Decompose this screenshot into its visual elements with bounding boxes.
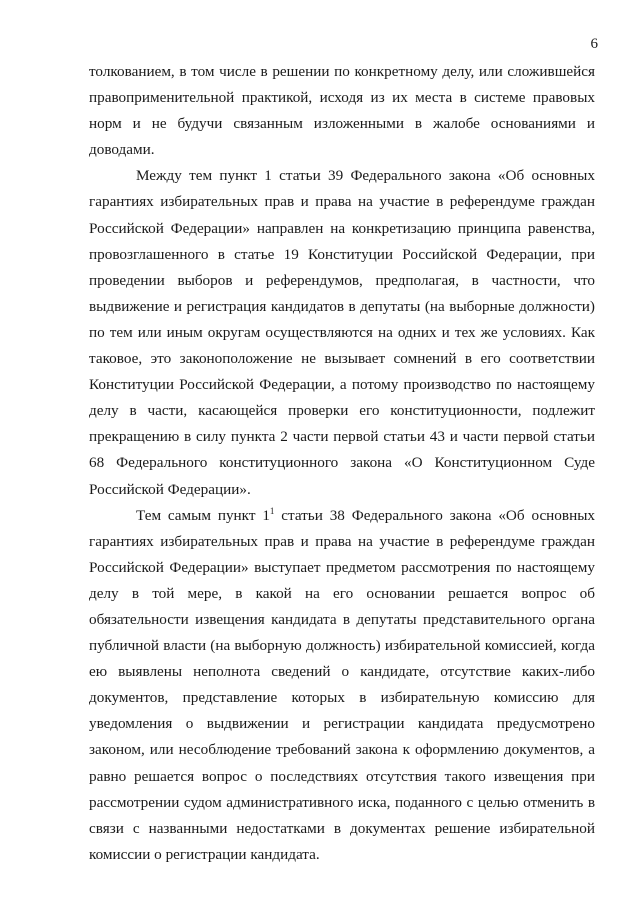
paragraph-article-38 bbox=[89, 503, 595, 868]
superscript-index: 1 bbox=[269, 505, 275, 516]
document-body bbox=[89, 59, 595, 868]
paragraph-article-38-body: статьи 38 Федерального закона «Об основных гарантиях избирательных прав и права на участие в референдуме граждан Российской Федерации» выступает предметом рассмотрения по настоящему делу в той мере, в какой на его основании решается вопрос об обязательности извещения кандидата в депутаты представительного органа публичной власти (на выборную должность) избирательной комиссией, когда ею выявлены неполнота сведений о кандидате, отсутствие каких-либо документов, представление которых в избирательную комиссию для уведомления о выдвижении и регистрации кандидата предусмотрено законом, или несоблюдение требований закона к оформлению документов, а равно решается вопрос о последствиях отсутствия такого извещения при рассмотрении судом административного иска, поданного с целью отменить в связи с названными недостатками в документах решение избирательной комиссии о регистрации кандидата. bbox=[89, 506, 595, 863]
paragraph-article-39: Между тем пункт 1 статьи 39 Федерального закона «Об основных гарантиях избирательных прав и права на участие в референдуме граждан Российской Федерации» направлен на конкретизацию принципа равенства, провозглашенного в статье 19 Конституции Российской Федерации, при проведении выборов и референдумов, предполагая, в частности, что выдвижение и регистрация кандидатов в депутаты (на выборные должности) по тем или иным округам осуществляются на одних и тех же условиях. Как таковое, это законоположение не вызывает сомнений в его соответствии Конституции Российской Федерации, а потому производство по настоящему делу в части, касающейся проверки его конституционности, подлежит прекращению в силу пункта 2 части первой статьи 43 и части первой статьи 68 Федерального конституционного закона «О Конституционном Суде Российской Федерации». bbox=[89, 167, 595, 498]
paragraph-article-38-lead: Тем самым пункт 1 bbox=[136, 506, 270, 524]
page-number: 6 bbox=[590, 36, 598, 52]
paragraph-continuation: толкованием, в том числе в решении по конкретному делу, или сложившейся правоприменительной практикой, исходя из их места в системе правовых норм и не будучи связанным изложенными в жалобе основаниями и доводами. bbox=[89, 63, 595, 159]
